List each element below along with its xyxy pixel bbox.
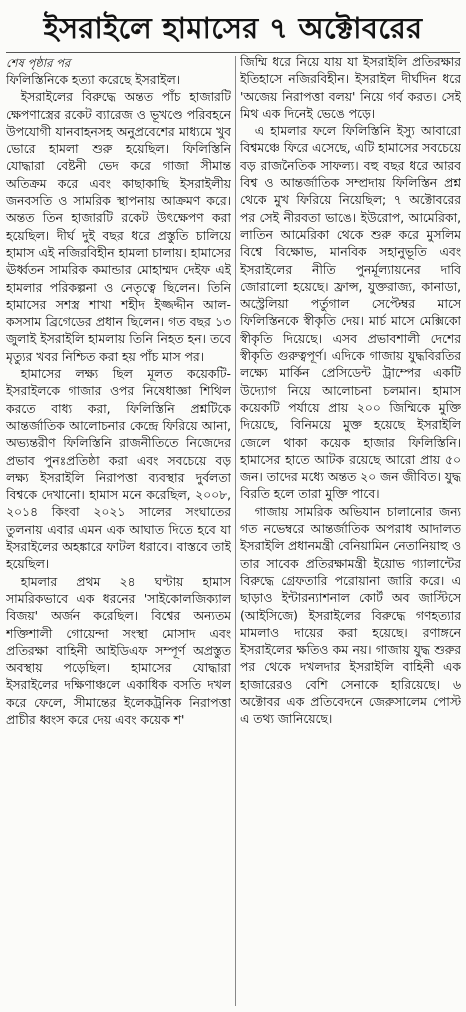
column-divider (235, 56, 236, 1006)
paragraph: ফিলিস্তিনিকে হত্যা করেছে ইসরাইল। (6, 73, 181, 87)
right-column (240, 54, 461, 1012)
paragraph: জিম্মি ধরে নিয়ে যায় যা ইসরাইলি প্রতিরক্ষার ইতিহাসে নজিরবিহীন। ইসরাইল দীর্ঘদিন ধরে 'অজেয় নিরাপত্তা বলয়' নিয়ে গর্ব করত। সেই মিথ এক দিনেই ভেঙে পড়ে। (240, 55, 461, 121)
headline-rule (6, 52, 460, 53)
paragraph: গাজায় সামরিক অভিযান চালানোর জন্য গত নভেম্বরে আন্তর্জাতিক অপরাধ আদালত ইসরাইলি প্রধানমন্ত্রী বেনিয়ামিন নেতানিয়াহু ও তার সাবেক প্রতিরক্ষামন্ত্রী ইয়োভ গ্যালান্টের বিরুদ্ধে গ্রেফতারি পরোয়ানা জারি করে। এ ছাড়াও ইন্টারন্যাশনাল কোর্ট অব জাস্টিসে (আইসিজে) ইসরাইলের বিরুদ্ধে গণহত্যার মামলাও দায়ের করা হয়েছে। রণাঙ্গনে ইসরাইলের ক্ষতিও কম নয়। গাজায় যুদ্ধ শুরুর পর থেকে দখলদার ইসরাইলি বাহিনী এক হাজারেরও বেশি সেনাকে হারিয়েছে। ৬ অক্টোবর এক প্রতিবেদনে জেরুসালেম পোস্ট এ তথ্য জানিয়েছে। (240, 504, 461, 727)
left-column (6, 54, 231, 1012)
paragraph: হামাসের লক্ষ্য ছিল মূলত কয়েকটি- ইসরাইলকে গাজার ওপর নিষেধাজ্ঞা শিথিল করতে বাধ্য করা, ফিলিস্তিনি প্রশ্নটিকে আন্তর্জাতিক আলোচনার কেন্দ্রে ফিরিয়ে আনা, অভ্যন্তরীণ ফিলিস্তিনি রাজনীতিতে নিজেদের প্রভাব পুনঃপ্রতিষ্ঠা করা এবং সবচেয়ে বড় লক্ষ্য ইসরাইলি নিরাপত্তা ব্যবস্থার দুর্বলতা বিশ্বকে দেখানো। হামাস মনে করেছিল, ২০০৮, ২০১৪ কিংবা ২০২১ সালের সংঘাতের তুলনায় এবার এমন এক আঘাত দিতে হবে যা ইসরাইলের অহঙ্কারে ফাটল ধরাবে। বাস্তবে তাই হয়েছিল। (6, 367, 231, 572)
paragraph: ইসরাইলের বিরুদ্ধে অন্তত পাঁচ হাজারটি ক্ষেপণাস্ত্রের রকেট ব্যারেজ ও ভূখণ্ডে পরিবহনে উপযোগী যানবাহনসহ অনুপ্রবেশের মাধ্যমে খুব ভোরে হামলা শুরু হয়েছিল। ফিলিস্তিনি যোদ্ধারা বেষ্টনী ভেদ করে গাজা সীমান্ত অতিক্রম করে এবং কাছাকাছি ইসরাইলীয় জনবসতি ও সামরিক স্থাপনায় আক্রমণ করে। অন্তত তিন হাজারটি রকেট উৎক্ষেপণ করা হয়েছিল। দীর্ঘ দুই বছর ধরে প্রস্তুতি চালিয়ে হামাস এই নজিরবিহীন হামলা চালায়। হামাসের ঊর্ধ্বতন সামরিক কমান্ডার মোহাম্মদ দেইফ এই হামলার পরিকল্পনা ও নেতৃত্বে ছিলেন। তিনি হামাসের সশস্ত্র শাখা শহীদ ইজ্জদ্দীন আল-কসসাম ব্রিগেডের প্রধান ছিলেন। গত বছর ১৩ জুলাই ইসরাইলি হামলায় তিনি নিহত হন। তবে মৃত্যুর খবর নিশ্চিত করা হয় পাঁচ মাস পর। (6, 90, 231, 364)
paragraph: এ হামলার ফলে ফিলিস্তিনি ইস্যু আবারো বিশ্বমঞ্চে ফিরে এসেছে, এটি হামাসের সবচেয়ে বড় রাজনৈতিক সাফল্য। বহু বছর ধরে আরব বিশ্ব ও আন্তর্জাতিক সম্প্রদায় ফিলিস্তিন প্রশ্ন থেকে মুখ ফিরিয়ে নিয়েছিল; ৭ অক্টোবরের পর সেই নীরবতা ভাঙে। ইউরোপ, আমেরিকা, লাতিন আমেরিকা থেকে শুরু করে মুসলিম বিশ্বে বিক্ষোভ, মানবিক সহানুভূতি এবং ইসরাইলের নীতি পুনর্মূল্যায়নের দাবি জোরালো হয়েছে। ফ্রান্স, যুক্তরাজ্য, কানাডা, অস্ট্রেলিয়া পর্তুগাল সেপ্টেম্বর মাসে ফিলিস্তিনকে স্বীকৃতি দেয়। মার্চ মাসে মেক্সিকো স্বীকৃতি দিয়েছে। এসব প্রভাবশালী দেশের স্বীকৃতি গুরুত্বপূর্ণ। এদিকে গাজায় যুদ্ধবিরতির লক্ষ্যে মার্কিন প্রেসিডেন্ট ট্রাম্পের একটি উদ্যোগ নিয়ে আলোচনা চলমান। হামাস কয়েকটি পর্যায়ে প্রায় ২০০ জিম্মিকে মুক্তি দিয়েছে, বিনিময়ে মুক্ত হয়েছে ইসরাইলি জেলে থাকা কয়েক হাজার ফিলিস্তিনি। হামাসের হাতে আটক রয়েছে আরো প্রায় ৫০ জন। তাদের মধ্যে অন্তত ২০ জন জীবিত। যুদ্ধ বিরতি হলে তারা মুক্তি পাবে। (240, 124, 461, 502)
continued-from-label: শেষ পৃষ্ঠার পর (6, 56, 71, 70)
article-headline: ইসরাইলে হামাসের ৭ অক্টোবরের (43, 11, 423, 45)
paragraph: হামলার প্রথম ২৪ ঘণ্টায় হামাস সামরিকভাবে এক ধরনের 'সাইকোলজিক্যাল বিজয়' অর্জন করেছিল। বিশ্বের অন্যতম শক্তিশালী গোয়েন্দা সংস্থা মোসাদ এবং প্রতিরক্ষা বাহিনী আইডিএফ সম্পূর্ণ অপ্রস্তুত অবস্থায় পড়েছিল। হামাসের যোদ্ধারা ইসরাইলের দক্ষিণাঞ্চলে একাধিক বসতি দখল করে ফেলে, সীমান্তের ইলেকট্রনিক নিরাপত্তা প্রাচীর ধ্বংস করে দেয় এবং কয়েক শ' (6, 574, 231, 727)
